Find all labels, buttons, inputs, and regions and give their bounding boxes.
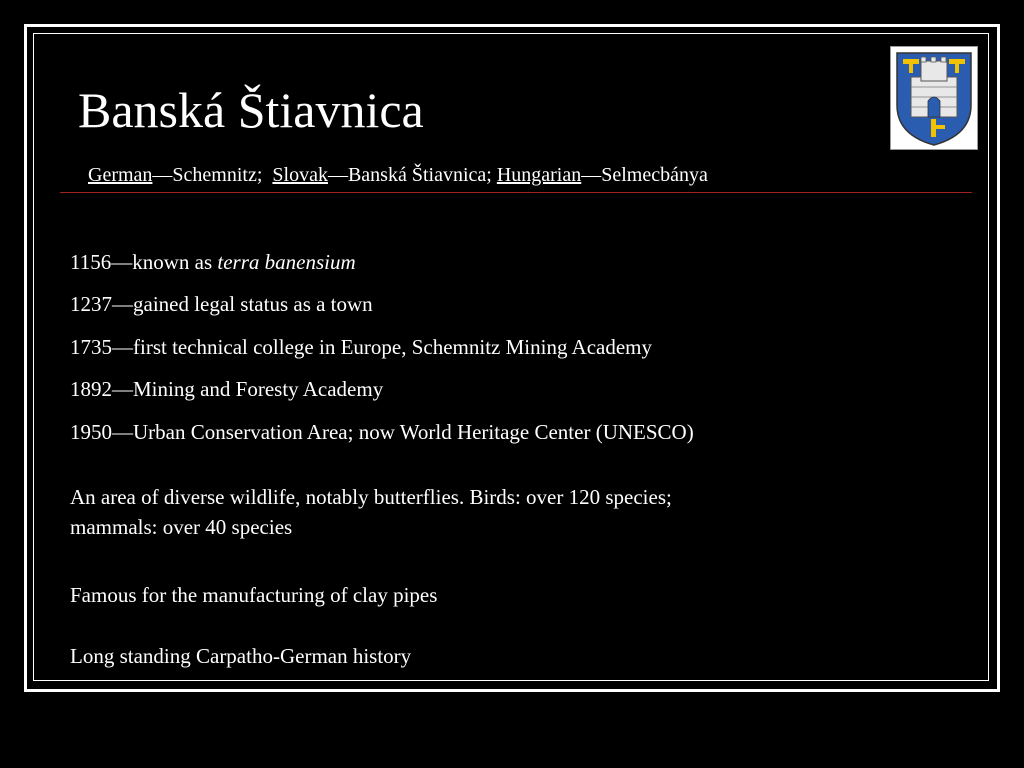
timeline-item-1237: 1237—gained legal status as a town [70, 292, 373, 316]
slovak-link[interactable]: Slovak [272, 164, 328, 186]
wildlife-line-2: mammals: over 40 species [70, 515, 293, 539]
wildlife-line-1: An area of diverse wildlife, notably butterflies. Birds: over 120 species; [70, 485, 672, 509]
coat-of-arms-icon [890, 46, 978, 150]
german-link[interactable]: German [88, 164, 153, 186]
timeline-item-1156 [70, 246, 356, 278]
timeline-italic: terra banensium [217, 250, 356, 274]
clay-pipes-text: Famous for the manufacturing of clay pipes [70, 583, 438, 607]
slide-title: Banská Štiavnica [78, 82, 424, 138]
hungarian-link[interactable]: Hungarian [496, 164, 582, 186]
title-divider [60, 192, 972, 193]
name-variants [88, 162, 708, 188]
history-text: Long standing Carpatho-German history [70, 644, 412, 668]
timeline-item-1735: 1735—first technical college in Europe, Schemnitz Mining Academy [70, 335, 653, 359]
slovak-name: —Banská Štiavnica; [327, 164, 492, 186]
hungarian-name: —Selmecbánya [581, 164, 708, 186]
german-name: —Schemnitz; [152, 164, 263, 186]
timeline-item-1950: 1950—Urban Conservation Area; now World Heritage Center (UNESCO) [70, 420, 694, 444]
timeline-text: 1156—known as [70, 250, 218, 274]
timeline-item-1892: 1892—Mining and Foresty Academy [70, 377, 384, 401]
